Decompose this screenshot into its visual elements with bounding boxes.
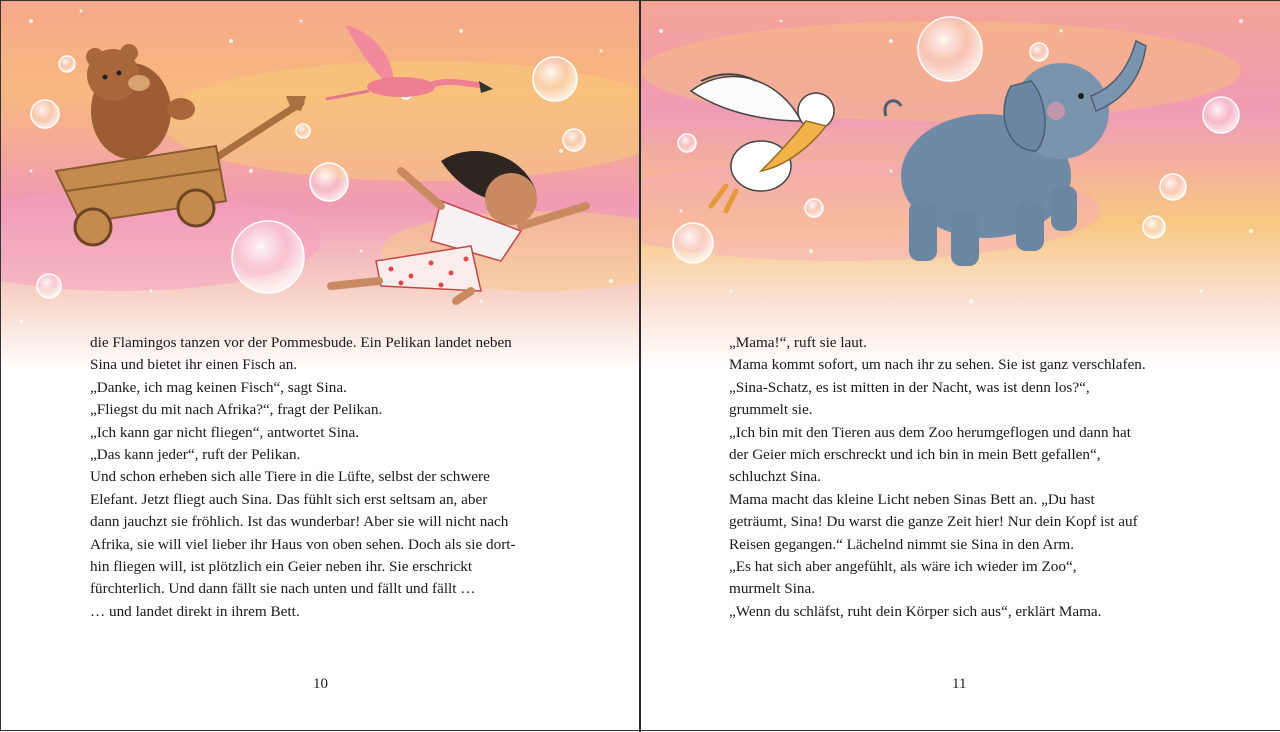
right-page: [641, 1, 1280, 730]
left-page-text: [90, 332, 560, 623]
illustration-left: [1, 1, 640, 371]
text-line: „Mama!“, ruft sie laut.: [729, 334, 867, 351]
text-line: „Fliegst du mit nach Afrika?“, fragt der Pelikan.: [90, 401, 383, 419]
text-line: „Das kann jeder“, ruft der Pelikan.: [90, 446, 301, 464]
text-line: „Ich bin mit den Tieren aus dem Zoo herumgeflogen und dann hat: [729, 423, 1131, 441]
text-line: hin fliegen will, ist plötzlich ein Geier neben ihr. Sie erschrickt: [90, 558, 473, 576]
text-line: „Es hat sich aber angefühlt, als wäre ich wieder im Zoo“,: [729, 558, 1077, 576]
text-line: Und schon erheben sich alle Tiere in die Lüfte, selbst der schwere: [90, 468, 490, 486]
left-page: [1, 1, 640, 730]
text-line: die Flamingos tanzen vor der Pommesbude. Ein Pelikan landet neben: [90, 334, 512, 351]
text-line: murmelt Sina.: [729, 580, 816, 598]
text-line: fürchterlich. Und dann fällt sie nach unten und fällt und fällt …: [90, 580, 476, 598]
text-line: grummelt sie.: [729, 401, 813, 419]
text-line: geträumt, Sina! Du warst die ganze Zeit hier! Nur dein Kopf ist auf: [729, 513, 1138, 531]
right-page-text: [729, 332, 1199, 623]
text-line: Reisen gegangen.“ Lächelnd nimmt sie Sina in den Arm.: [729, 535, 1075, 553]
page-number: 11: [952, 676, 967, 692]
text-line: „Danke, ich mag keinen Fisch“, sagt Sina.: [90, 378, 347, 396]
page-number: 10: [313, 676, 328, 692]
text-line: „Wenn du schläfst, ruht dein Körper sich aus“, erklärt Mama.: [729, 602, 1102, 620]
text-line: schluchzt Sina.: [729, 468, 821, 486]
text-line: „Sina-Schatz, es ist mitten in der Nacht, was ist denn los?“,: [729, 378, 1090, 396]
text-line: der Geier mich erschreckt und ich bin in mein Bett gefallen“,: [729, 446, 1101, 464]
text-line: „Ich kann gar nicht fliegen“, antwortet Sina.: [90, 423, 360, 441]
text-line: Mama macht das kleine Licht neben Sinas Bett an. „Du hast: [729, 490, 1095, 508]
text-line: dann jauchzt sie fröhlich. Ist das wunderbar! Aber sie will nicht nach: [90, 513, 509, 531]
text-line: Elefant. Jetzt fliegt auch Sina. Das fühlt sich erst seltsam an, aber: [90, 490, 488, 508]
text-line: Mama kommt sofort, um nach ihr zu sehen. Sie ist ganz verschlafen.: [729, 356, 1146, 374]
text-line: Afrika, sie will viel lieber ihr Haus von oben sehen. Doch als sie dort-: [90, 535, 516, 553]
text-line: Sina und bietet ihr einen Fisch an.: [90, 356, 298, 374]
illustration-right: [641, 1, 1280, 371]
text-line: … und landet direkt in ihrem Bett.: [90, 602, 300, 620]
